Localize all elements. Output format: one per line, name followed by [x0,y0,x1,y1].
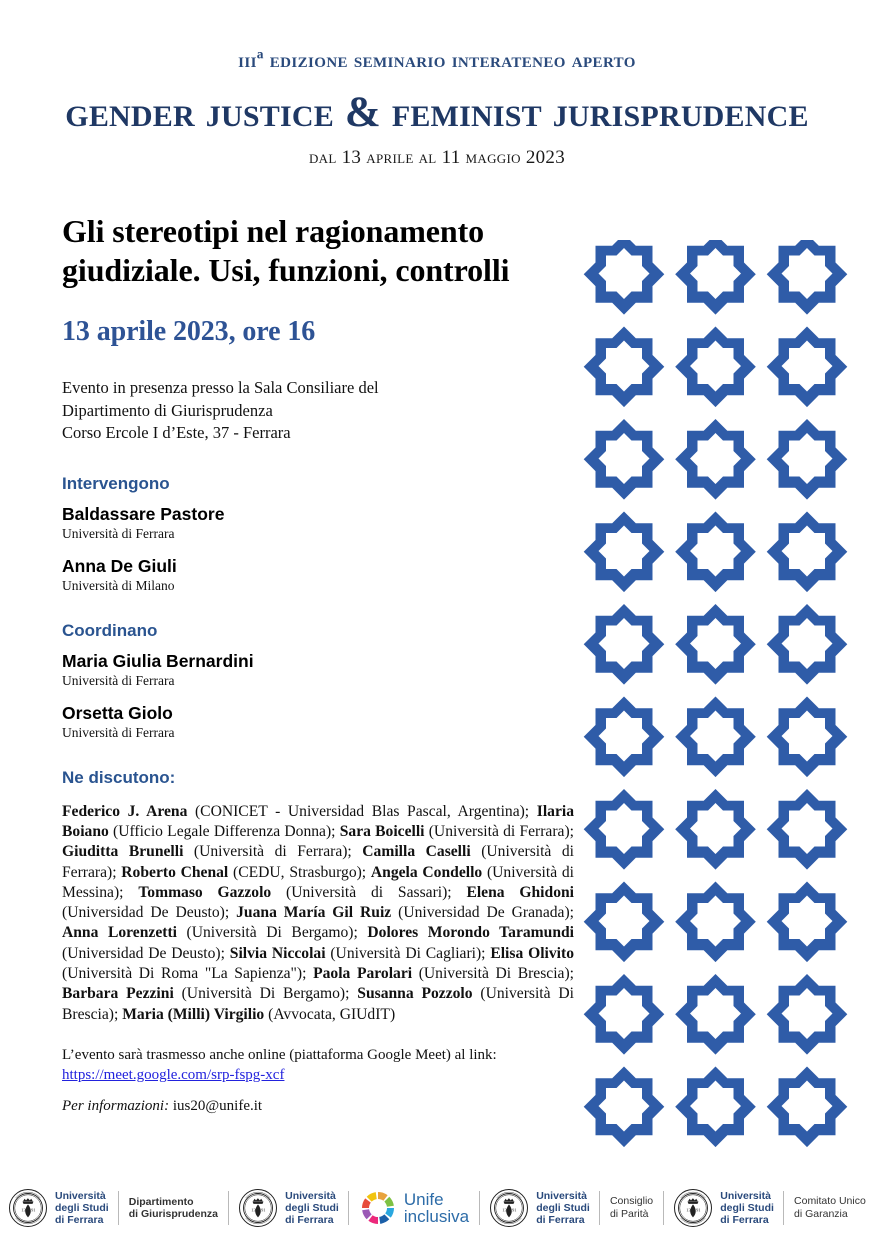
list-item [62,556,574,595]
discussant-affiliation: (Universidad De Granada); [391,904,574,922]
comitato-unico-garanzia-label [794,1195,866,1220]
page-title: gender justice & feminist jurisprudence [65,89,809,137]
person-name: Orsetta Giolo [62,703,173,723]
star-rosette-pattern [578,240,852,1165]
logo-text-line: degli Studi [720,1201,774,1214]
session-title [62,212,574,290]
discussant-name: Camilla Caselli [362,843,471,861]
unife-crest-label [536,1190,590,1227]
logo-text-line: di Ferrara [55,1214,104,1227]
discussant-name: Paola Parolari [313,965,413,982]
unife-crest [238,1188,339,1228]
discussant-affiliation: (Università di Ferrara); [424,823,574,841]
discussant-name: Ilaria Boiano [62,802,575,841]
svg-text:13: 13 [686,1207,691,1213]
logo-text-line: Università [536,1189,587,1202]
divider [479,1191,480,1225]
svg-text:13: 13 [251,1207,256,1213]
section-label-coordinators: Coordinano [62,621,158,641]
logo-text-line: Consiglio [609,1195,654,1208]
discussant-name: Silvia Niccolai [229,944,326,962]
divider [348,1191,349,1225]
discussant-affiliation: (Università Di Bergamo); [173,985,358,1003]
discussant-name: Elisa Olivito [490,944,574,962]
svg-text:91: 91 [261,1207,266,1213]
person-affiliation: Università di Milano [62,578,175,594]
info-email: ius20@unife.it [172,1098,263,1115]
discussant-affiliation: (Università di Ferrara); [183,843,363,861]
logo-text-line: di Parità [609,1208,649,1220]
unife-crest-label [55,1190,109,1227]
person-name: Maria Giulia Bernardini [62,651,254,672]
venue-line-1: Evento in presenza presso la Sala Consiliare del [62,378,379,398]
list-item [62,703,574,742]
consiglio-di-parita-label [610,1195,653,1220]
person-name: Anna De Giuli [62,556,177,577]
divider [118,1191,119,1225]
divider [599,1191,600,1225]
dipartimento-giurisprudenza-label [129,1196,218,1220]
venue-block [62,377,574,444]
discussant-affiliation: (Ufficio Legale Differenza Donna); [108,823,340,841]
logo-text-line: degli Studi [55,1201,109,1214]
comitato-unico-garanzia [794,1195,866,1220]
person-affiliation: Università di Ferrara [62,725,175,740]
discussant-affiliation: (Università di Messina); [62,863,575,901]
discussant-name: Giuditta Brunelli [62,843,184,861]
person-affiliation: Università di Ferrara [62,526,175,542]
discussant-affiliation: (Università Di Cagliari); [325,944,491,962]
svg-text:13: 13 [502,1207,507,1213]
meet-link[interactable]: https://meet.google.com/srp-fspg-xcf [62,1067,285,1084]
discussant-name: Sara Boicelli [339,823,425,841]
discussant-name: Anna Lorenzetti [62,924,177,942]
unife-crest-icon [238,1188,278,1228]
logo-text-line: di Ferrara [536,1214,585,1227]
discussant-affiliation: (Università Di Brescia); [412,965,574,982]
discussant-affiliation: (Avvocata, GIUdIT) [264,1005,396,1023]
unife-inclusiva-logo-label [404,1191,469,1225]
list-item [62,651,574,690]
discussant-name: Angela Condello [370,863,483,881]
logo-text-line: Comitato Unico [794,1195,866,1208]
discussant-affiliation: (CONICET - Universidad Blas Pascal, Argentina); [187,802,537,820]
discussant-name: Juana María Gil Ruiz [236,904,392,922]
speakers-list [62,504,574,595]
discussant-affiliation: (CEDU, Strasburgo); [228,863,371,881]
unife-crest [8,1188,109,1228]
date-range: dal 13 aprile al 11 maggio 2023 [308,147,566,169]
section-label-discussants: Ne discutono: [62,767,176,787]
logo-text-line: di Giurisprudenza [128,1208,219,1220]
unife-inclusiva-icon [359,1189,397,1227]
session-date: 13 aprile 2023, ore 16 [62,316,316,348]
discussant-affiliation: (Università Di Brescia); [62,985,574,1023]
logo-text-line: Università [720,1189,772,1202]
unife-crest [673,1188,774,1228]
discussant-name: Elena Ghidoni [466,883,574,901]
discussant-name: Tommaso Gazzolo [138,883,272,901]
unife-crest-label [285,1190,339,1227]
svg-text:91: 91 [696,1207,701,1213]
main-content [62,212,574,1115]
coordinators-list [62,651,574,742]
consiglio-di-parita [610,1195,653,1220]
unife-crest-icon [8,1188,48,1228]
discussant-name: Barbara Pezzini [62,985,174,1003]
venue-line-3: Corso Ercole I d’Este, 37 - Ferrara [62,422,291,442]
unife-crest-icon [489,1188,529,1228]
divider [228,1191,229,1225]
unife-crest-icon [673,1188,713,1228]
logo-text-line: Università [285,1189,336,1202]
info-label: Per informazioni: [62,1098,170,1115]
section-label-speakers: Intervengono [62,474,170,494]
divider [783,1191,784,1225]
svg-text:91: 91 [512,1207,517,1213]
person-name: Baldassare Pastore [62,504,225,525]
logo-text-line: inclusiva [403,1207,470,1226]
poster-header [0,48,874,169]
person-affiliation: Università di Ferrara [62,673,175,689]
logo-text-line: Dipartimento [128,1195,194,1208]
divider [663,1191,664,1225]
discussant-name: Federico J. Arena [62,802,188,820]
discussant-affiliation: (Università Di Roma "La Sapienza"); [62,965,314,982]
venue-line-2: Dipartimento di Giurisprudenza [62,400,273,420]
logo-text-line: Unife [403,1190,444,1209]
unife-crest [489,1188,590,1228]
logo-text-line: degli Studi [285,1201,339,1214]
discussant-name: Maria (Milli) Virgilio [122,1005,265,1023]
discussant-name: Susanna Pozzolo [357,985,473,1003]
discussant-affiliation: (Universidad De Deusto); [62,944,230,962]
info-line [62,1098,574,1115]
edition-line: iiiª edizione seminario interateneo aperto [238,47,636,72]
unife-crest-label [720,1190,774,1227]
logo-text-line: di Ferrara [720,1214,769,1227]
discussant-affiliation: (Università di Ferrara); [62,843,574,881]
unife-inclusiva-logo [359,1189,469,1227]
footer-logo-bar [0,1172,874,1244]
svg-text:91: 91 [31,1207,36,1213]
session-title-line-1: Gli stereotipi nel ragionamento [62,213,485,249]
discussant-affiliation: (Università Di Bergamo); [176,924,368,942]
streaming-block [62,1045,574,1086]
dipartimento-giurisprudenza [129,1196,218,1220]
discussant-name: Roberto Chenal [121,863,229,881]
logo-text-line: di Garanzia [794,1208,848,1220]
discussant-name: Dolores Morondo Taramundi [367,924,574,942]
session-title-line-2: giudiziale. Usi, funzioni, controlli [62,252,510,289]
logo-text-line: Università [55,1189,106,1202]
logo-text-line: degli Studi [536,1201,590,1214]
list-item [62,504,574,543]
logo-text-line: di Ferrara [285,1214,334,1227]
discussant-affiliation: (Universidad De Deusto); [62,904,237,922]
streaming-text: L’evento sarà trasmesso anche online (piattaforma Google Meet) al link: [62,1046,497,1063]
svg-text:13: 13 [21,1207,26,1213]
discussant-affiliation: (Università di Sassari); [271,883,467,901]
discussants-paragraph [62,802,574,1025]
